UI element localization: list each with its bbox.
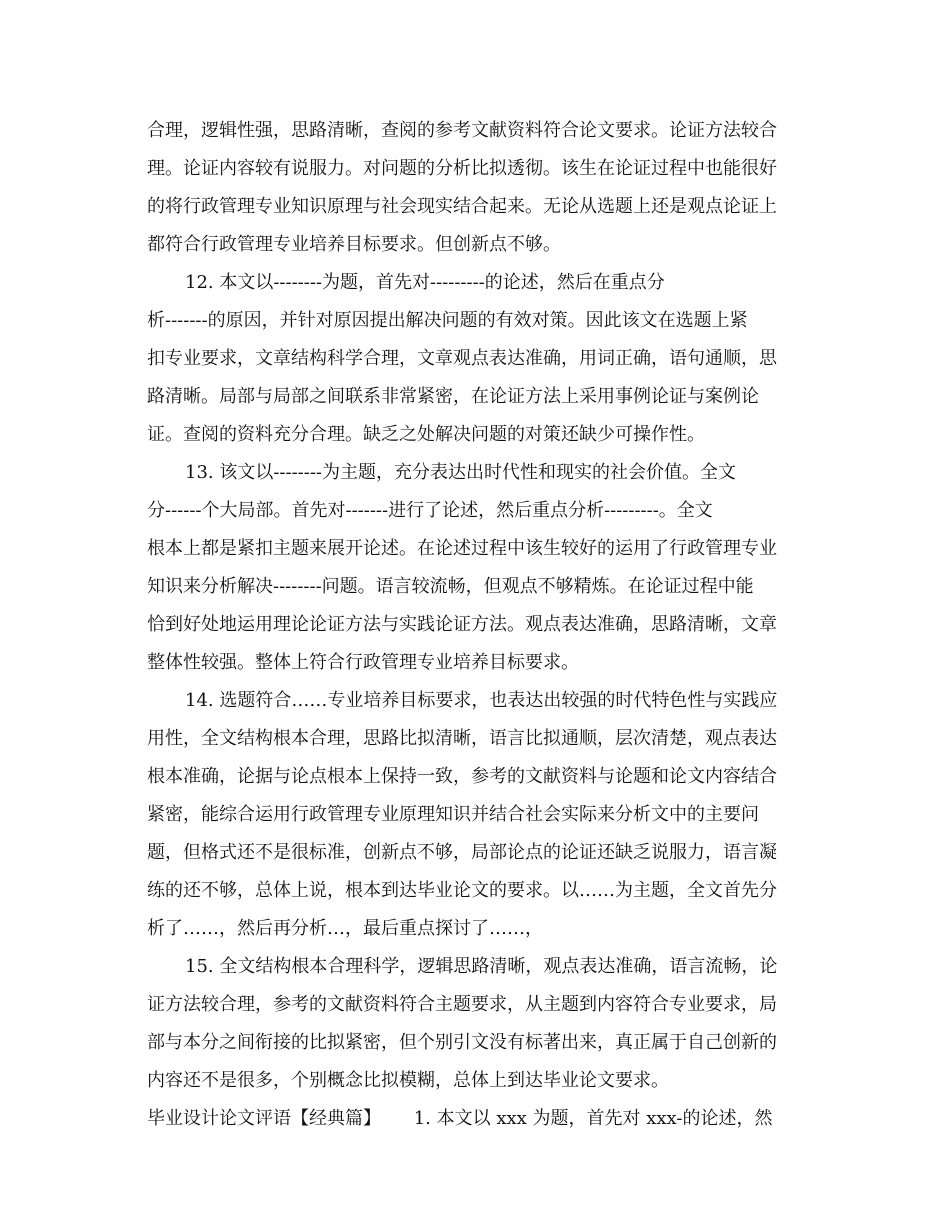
item-14-line-2: 用性，全文结构根本合理，思路比拟清晰，语言比拟通顺，层次清楚，观点表达 [147, 728, 777, 749]
item-13-line-6: 整体性较强。整体上符合行政管理专业培养目标要求。 [147, 652, 579, 673]
item-14-line-6: 练的还不够，总体上说，根本到达毕业论文的要求。以……为主题，全文首先分 [147, 880, 777, 901]
item-14-line-4: 紧密，能综合运用行政管理专业原理知识并结合社会实际来分析文中的主要问 [147, 804, 759, 825]
paragraph-1-line-1: 合理，逻辑性强，思路清晰，查阅的参考文献资料符合论文要求。论证方法较合 [147, 120, 777, 141]
item-12-line-1: 12. 本文以--------为题，首先对---------的论述，然后在重点分 [185, 272, 665, 293]
paragraph-1-line-2: 理。论证内容较有说服力。对问题的分析比拟透彻。该生在论证过程中也能很好 [147, 158, 777, 179]
document-body [147, 112, 807, 1138]
item-12-line-5: 证。查阅的资料充分合理。缺乏之处解决问题的对策还缺少可操作性。 [147, 424, 705, 445]
item-14-line-5: 题，但格式还不是很标准，创新点不够，局部论点的论证还缺乏说服力，语言凝 [147, 842, 777, 863]
item-12-line-4: 路清晰。局部与局部之间联系非常紧密，在论证方法上采用事例论证与案例论 [147, 386, 759, 407]
item-13-line-2: 分------个大局部。首先对-------进行了论述，然后重点分析---------。全文 [147, 500, 713, 521]
paragraph-1-line-4: 都符合行政管理专业培养目标要求。但创新点不够。 [147, 234, 561, 255]
item-15-line-3: 部与本分之间衔接的比拟紧密，但个别引文没有标著出来，真正属于自己创新的 [147, 1032, 777, 1053]
item-15-line-1: 15. 全文结构根本合理科学，逻辑思路清晰，观点表达准确，语言流畅，论 [185, 956, 778, 977]
item-13-line-1: 13. 该文以--------为主题，充分表达出时代性和现实的社会价值。全文 [185, 462, 737, 483]
item-15-line-4: 内容还不是很多，个别概念比拟模糊，总体上到达毕业论文要求。 [147, 1070, 669, 1091]
item-14-line-3: 根本准确，论据与论点根本上保持一致，参考的文献资料与论题和论文内容结合 [147, 766, 777, 787]
item-14-line-1: 14. 选题符合……专业培养目标要求，也表达出较强的时代特色性与实践应 [185, 690, 778, 711]
paragraph-1-line-3: 的将行政管理专业知识原理与社会现实结合起来。无论从选题上还是观点论证上 [147, 196, 777, 217]
item-13-line-4: 知识来分析解决--------问题。语言较流畅，但观点不够精炼。在论证过程中能 [147, 576, 754, 597]
item-15-line-2: 证方法较合理，参考的文献资料符合主题要求，从主题到内容符合专业要求，局 [147, 994, 777, 1015]
item-12-line-3: 扣专业要求，文章结构科学合理，文章观点表达准确，用词正确，语句通顺，思 [147, 348, 777, 369]
item-12-line-2: 析-------的原因，并针对原因提出解决问题的有效对策。因此该文在选题上紧 [147, 310, 748, 331]
item-13-line-3: 根本上都是紧扣主题来展开论述。在论述过程中该生较好的运用了行政管理专业 [147, 538, 777, 559]
section-heading-line: 毕业设计论文评语【经典篇】 1. 本文以 xxx 为题，首先对 xxx-的论述，然 [147, 1108, 773, 1129]
item-14-line-7: 析了……，然后再分析…，最后重点探讨了……， [147, 918, 543, 939]
item-13-line-5: 恰到好处地运用理论论证方法与实践论证方法。观点表达准确，思路清晰，文章 [147, 614, 777, 635]
